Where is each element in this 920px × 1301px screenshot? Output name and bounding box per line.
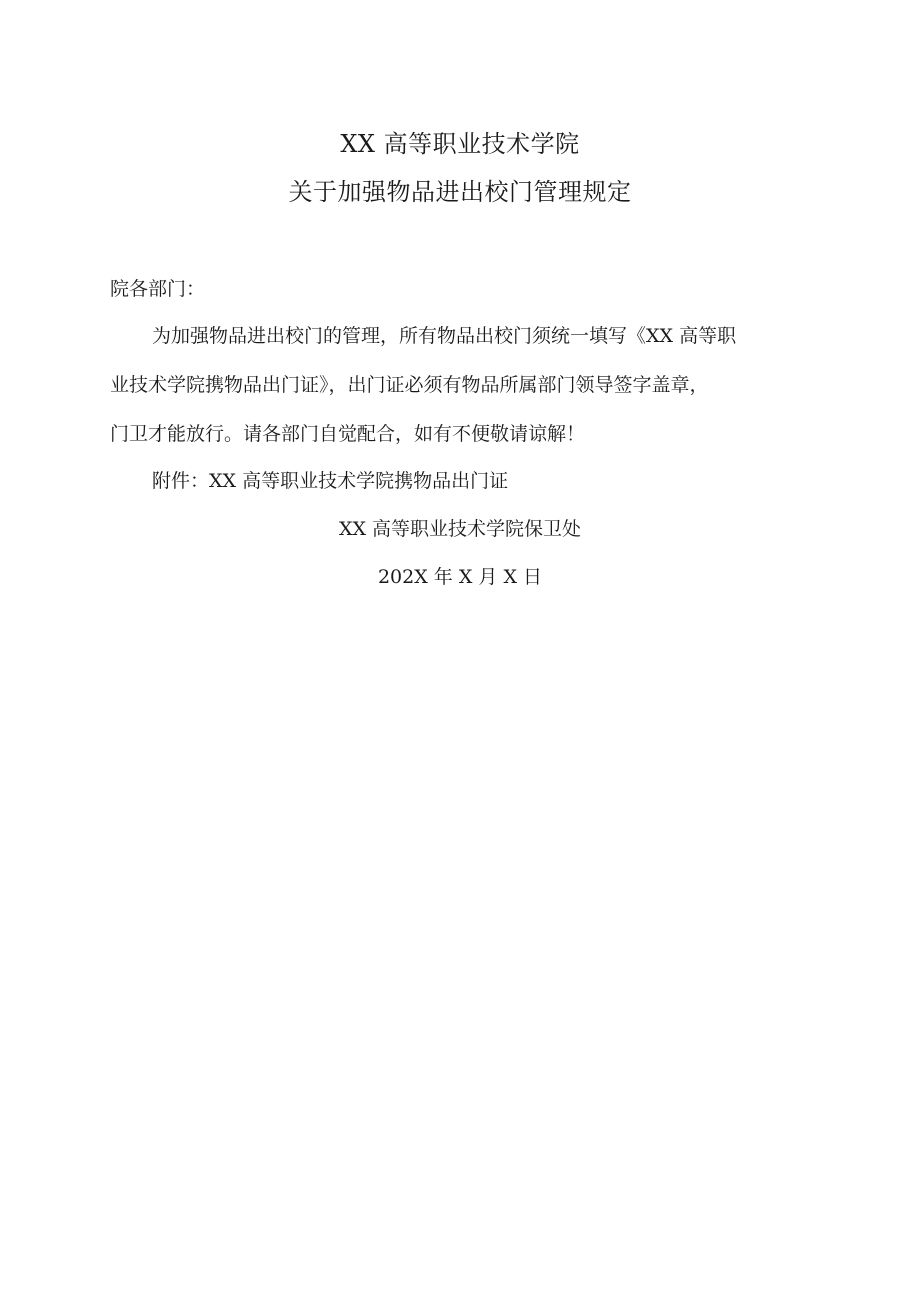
body-line: 业技术学院携物品出门证》，出门证必须有物品所属部门领导签字盖章， [110,374,709,396]
salutation: 院各部门： [110,278,206,300]
body-line: 门卫才能放行。请各部门自觉配合，如有不便敬请谅解！ [110,423,586,445]
document-title-institution: XX 高等职业技术学院 [340,130,580,158]
signature-organization: XX 高等职业技术学院保卫处 [338,518,582,540]
body-line: 为加强物品进出校门的管理，所有物品出校门须统一填写《XX 高等职 [152,325,737,347]
document-title-subject: 关于加强物品进出校门管理规定 [288,178,632,206]
signature-date: 202X 年 X 月 X 日 [377,566,543,588]
attachment-note: 附件：XX 高等职业技术学院携物品出门证 [152,470,509,492]
